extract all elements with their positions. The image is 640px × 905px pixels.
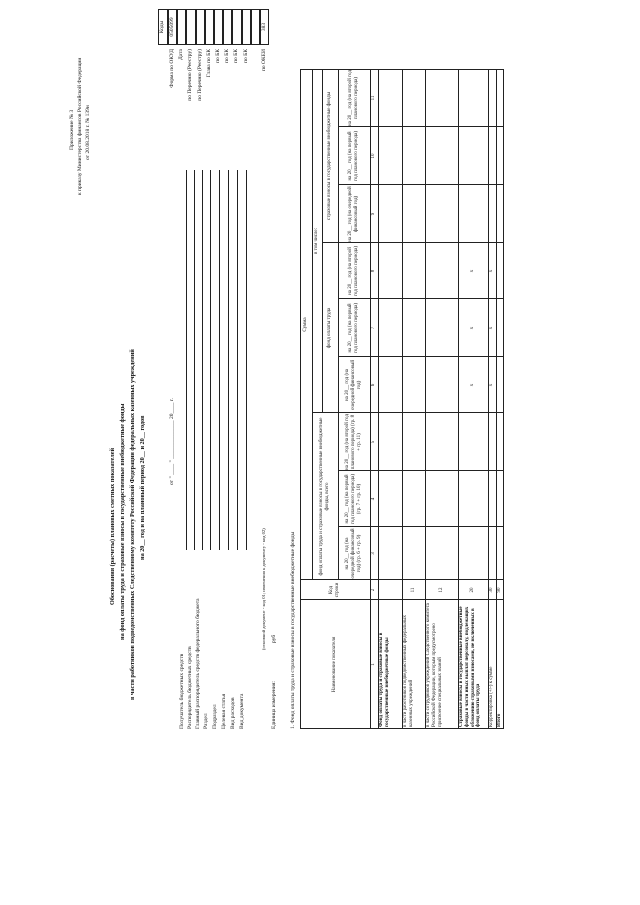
x-mark: х xyxy=(489,383,495,387)
column-divider xyxy=(338,470,504,471)
code-label: Форма по ОКУД xyxy=(169,49,175,88)
row-name: в части работников подведомственных федеральных казенных учреждений xyxy=(403,614,414,727)
row-name: Фонд оплаты труда и страховые взносы в государственные внебюджетные фонды xyxy=(379,632,390,727)
field-underline xyxy=(194,170,195,550)
column-divider xyxy=(338,526,504,527)
code-value-cell xyxy=(251,9,260,45)
column-number: 1 xyxy=(371,663,377,666)
row-code: 20 xyxy=(470,587,476,593)
field-label: Вид документа xyxy=(239,693,245,729)
code-value: 0505099 xyxy=(169,17,175,37)
appendix-line-2: к приказу Министерства финансов Российской Федерации xyxy=(77,57,83,195)
code-label: по БК xyxy=(233,49,240,63)
x-mark: х xyxy=(470,269,476,273)
code-value-cell xyxy=(205,9,214,45)
field-underline xyxy=(237,170,238,550)
code-label: по БК xyxy=(215,49,221,63)
column-number: 10 xyxy=(371,153,377,159)
row-code: 90 xyxy=(497,587,503,593)
title-line-1: Обоснования (расчеты) плановых сметных показателей xyxy=(109,447,116,605)
field-underline xyxy=(186,170,187,550)
appendix-line-1: Приложение № 3 xyxy=(69,109,75,150)
x-mark: х xyxy=(470,383,476,387)
col-header-code: Код строки xyxy=(329,582,340,598)
code-value-cell xyxy=(214,9,223,45)
col-header-ins: страховые взносы в государственные внебюджетные фонды xyxy=(327,92,333,220)
row-code: 30 xyxy=(489,587,495,593)
field-label: Главный распорядитель средств федерального бюджета xyxy=(195,598,201,729)
col-header-period: на 20__ год (на первый год планового периода) (гр. 7 + гр. 10) xyxy=(345,474,362,524)
field-underline xyxy=(228,170,229,550)
units-value: руб xyxy=(271,634,277,643)
column-number: 4 xyxy=(371,497,377,501)
col-header-fot: фонд оплаты труда xyxy=(327,307,333,349)
date-line: от " ____ " ______________ 20____ г. xyxy=(169,398,175,485)
column-number: 9 xyxy=(371,212,377,216)
doc-type-hint: (основной документ - код 01; изменения к документу - код 02) xyxy=(261,528,266,650)
col-header-period: на 20__ год (на второй год планового периода) xyxy=(348,246,359,296)
field-underline xyxy=(219,170,220,550)
code-value-cell xyxy=(242,9,251,45)
code-label: по Перечню (Реестру) xyxy=(187,49,194,101)
code-value-cell xyxy=(223,9,232,45)
code-label: Глава по БК xyxy=(205,49,212,78)
col-header-incl: в том числе: xyxy=(314,227,320,255)
column-number: 6 xyxy=(371,383,377,387)
row-name: Корректировка (+/-) к сумме xyxy=(489,666,494,727)
field-underline xyxy=(210,170,211,550)
title-line-2: на фонд оплаты труда и страховые взносы в государственные внебюджетные фонды xyxy=(119,403,126,640)
col-header-period: на 20__ год (на второй год планового периода) xyxy=(348,70,359,126)
row-name: Страховые взносы в государственные внебюджетные фонды в части иных выплат персоналу, подлежащих обложению страховыми взносами, не включенных в фонд оплаты труда xyxy=(459,606,482,727)
field-label: Раздел xyxy=(203,713,209,729)
column-number: 11 xyxy=(371,95,377,101)
column-number: 2 xyxy=(371,588,377,592)
column-number: 3 xyxy=(371,552,377,555)
code-label: Дата xyxy=(178,49,185,60)
col-header-name: Наименование показателя xyxy=(332,636,338,693)
col-header-period: на 20__ год (на очередной финансовый год) xyxy=(348,186,359,242)
field-label: Распорядитель бюджетных средств xyxy=(187,646,193,729)
row-code: 11 xyxy=(410,587,416,593)
title-line-4: на 20__ год и на плановый период 20__ и 20__ годов xyxy=(139,415,146,560)
field-label: Вид расходов xyxy=(230,697,236,729)
x-mark: х xyxy=(489,269,495,273)
x-mark: х xyxy=(489,326,495,330)
section-title-text: 1. Фонд оплаты труда и страховые взносы в государственные внебюджетные фонды xyxy=(290,531,296,729)
units-label: Единица измерения: xyxy=(271,681,277,729)
row-name: Итого xyxy=(497,713,502,727)
row-code xyxy=(378,580,402,600)
row-code: 12 xyxy=(438,587,444,593)
col-header-period: на 20__ год (на очередной финансовый год) (гр. 6 + гр. 9) xyxy=(345,528,362,579)
col-header-sum: Сумма xyxy=(303,317,309,332)
column-number: 8 xyxy=(371,269,377,273)
code-value-cell xyxy=(232,9,241,45)
title-line-3: в части работников подведомственных Следственному комитету Российской Федерации федеральных казенных учреждений xyxy=(129,349,136,700)
code-value-cell xyxy=(177,9,186,45)
column-number: 5 xyxy=(371,440,377,444)
code-label: по БК xyxy=(224,49,231,63)
code-label: по Перечню (Реестру) xyxy=(196,49,203,101)
header-divider xyxy=(322,242,338,243)
code-value: 383 xyxy=(261,22,267,32)
field-label: Целевая статья xyxy=(221,693,227,729)
col-header-period: на 20__ год (на второй год планового периода) (гр. 8 + гр. 11) xyxy=(345,414,362,470)
header-divider xyxy=(312,412,338,413)
col-header-total-group: фонд оплаты труда и страховые взносы в государственные внебюджетные фонды, всего xyxy=(319,417,330,576)
column-divider xyxy=(338,184,504,185)
column-number: 7 xyxy=(371,326,377,330)
col-header-period: на 20__ год (на первый год планового периода) xyxy=(348,131,359,181)
code-label: по ОКЕИ xyxy=(261,49,267,72)
code-label: по БК xyxy=(242,49,249,63)
x-mark: х xyxy=(470,326,476,330)
appendix-line-3: от 20.08.2018 г. № 139н xyxy=(85,105,91,160)
codes-header: Коды xyxy=(159,20,165,34)
row-name: в части сотрудников учреждений Следственного комитета Российской Федерации, которым предусмотрено присвоение специальных званий xyxy=(426,603,443,727)
field-underline xyxy=(246,170,247,550)
column-divider xyxy=(338,126,504,127)
code-value-cell xyxy=(196,9,205,45)
field-underline xyxy=(202,170,203,550)
code-value-cell xyxy=(186,9,195,45)
col-header-period: на 20__ год (на очередной финансовый год) xyxy=(345,360,362,411)
field-label: Подраздел xyxy=(212,704,218,729)
field-label: Получатель бюджетных средств xyxy=(179,653,185,729)
col-header-period: на 20__ год (на первый год планового периода) xyxy=(348,303,359,353)
